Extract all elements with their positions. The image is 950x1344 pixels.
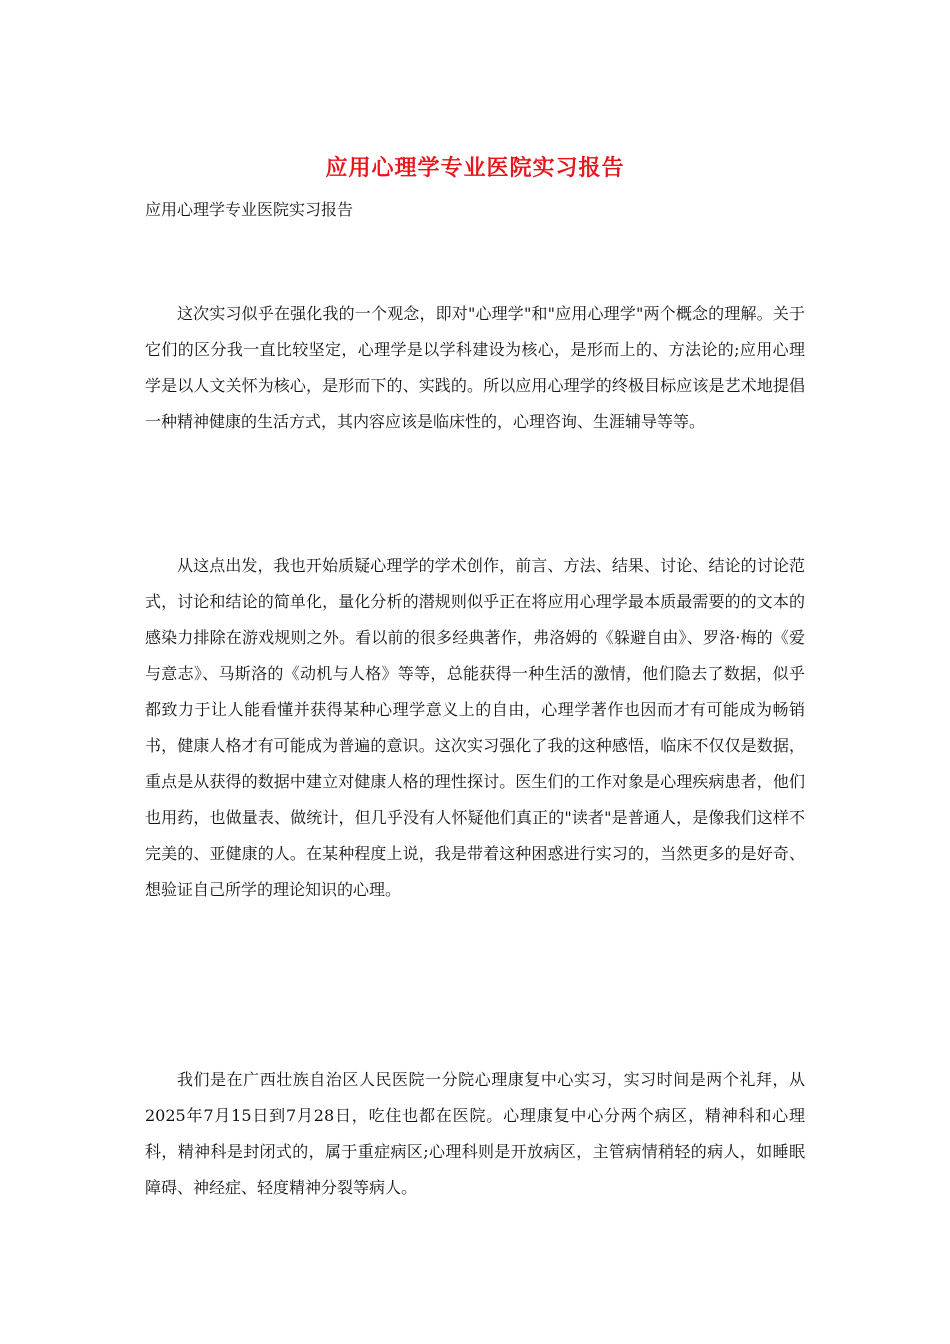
document-subtitle: 应用心理学专业医院实习报告 <box>145 200 354 219</box>
body-paragraph: 我们是在广西壮族自治区人民医院一分院心理康复中心实习，实习时间是两个礼拜，从2025年7月15日到7月28日，吃住也都在医院。心理康复中心分两个病区，精神科和心理科，精神科是封闭式的，属于重症病区;心理科则是开放病区，主管病情稍轻的病人，如睡眠障碍、神经症、轻度精神分裂等病人。 <box>145 1070 805 1197</box>
body-paragraph: 从这点出发，我也开始质疑心理学的学术创作，前言、方法、结果、讨论、结论的讨论范式，讨论和结论的简单化，量化分析的潜规则似乎正在将应用心理学最本质最需要的的文本的感染力排除在游戏规则之外。看以前的很多经典著作，弗洛姆的《躲避自由》、罗洛·梅的《爱与意志》、马斯洛的《动机与人格》等等，总能获得一种生活的激情，他们隐去了数据，似乎都致力于让人能看懂并获得某种心理学意义上的自由，心理学著作也因而才有可能成为畅销书，健康人格才有可能成为普遍的意识。这次实习强化了我的这种感悟，临床不仅仅是数据，重点是从获得的数据中建立对健康人格的理性探讨。医生们的工作对象是心理疾病患者，他们也用药，也做量表、做统计，但几乎没有人怀疑他们真正的"读者"是普通人，是像我们这样不完美的、亚健康的人。在某种程度上说，我是带着这种困惑进行实习的，当然更多的是好奇、想验证自己所学的理论知识的心理。 <box>145 556 805 899</box>
document-title: 应用心理学专业医院实习报告 <box>325 155 625 181</box>
body-paragraph: 这次实习似乎在强化我的一个观念，即对"心理学"和"应用心理学"两个概念的理解。关于它们的区分我一直比较坚定，心理学是以学科建设为核心，是形而上的、方法论的;应用心理学是以人文关怀为核心，是形而下的、实践的。所以应用心理学的终极目标应该是艺术地提倡一种精神健康的生活方式，其内容应该是临床性的，心理咨询、生涯辅导等等。 <box>145 304 805 431</box>
